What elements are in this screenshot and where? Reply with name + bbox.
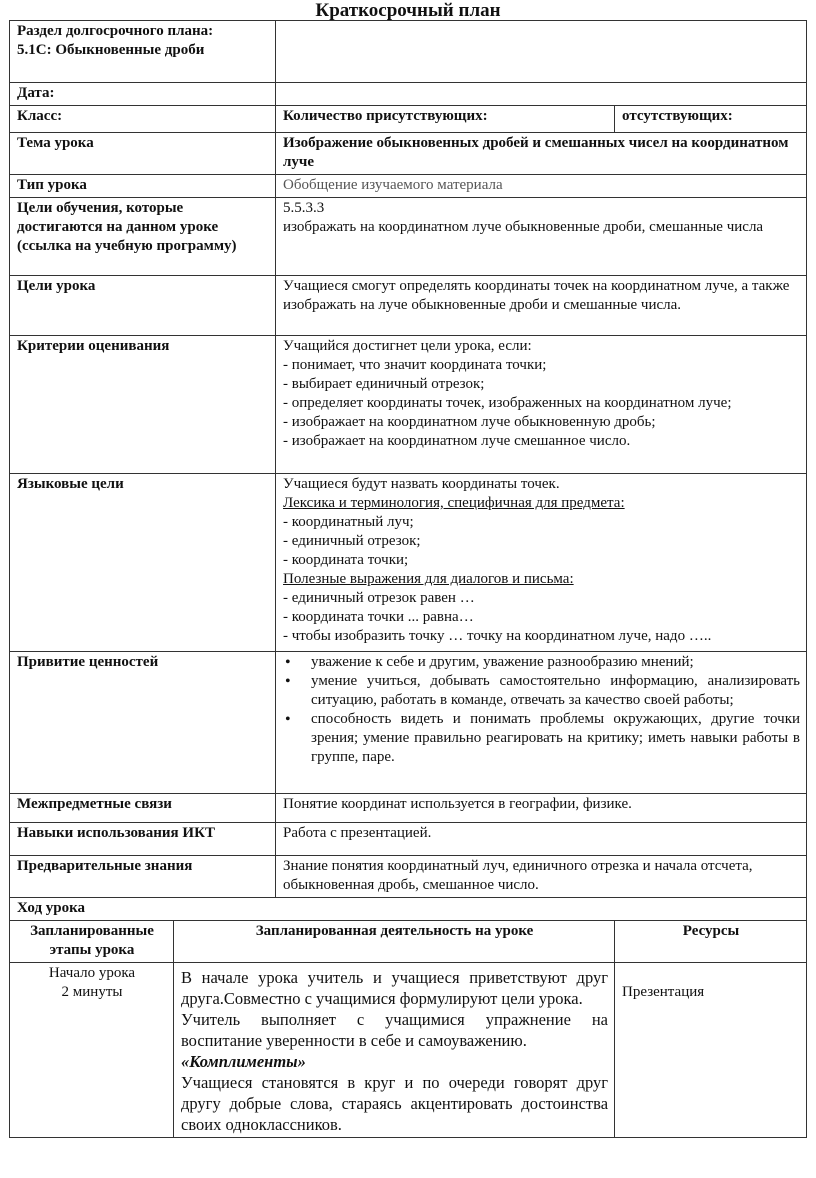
lexicon-item: - координатный луч; (283, 514, 414, 530)
prior-value: Знание понятия координатный луч, единичного отрезка и начала отсчета, обыкновенная дробь, смешанное число. (276, 856, 807, 898)
page-title: Краткосрочный план (315, 0, 501, 21)
values-list (283, 653, 800, 767)
values-label: Привитие ценностей (10, 652, 276, 794)
lesson-goals-label: Цели урока (10, 276, 276, 336)
interdisciplinary-value: Понятие координат используется в географии, физике. (276, 794, 807, 823)
course-heading: Ход урока (10, 898, 807, 921)
stage-cell (10, 963, 174, 1138)
criteria-item: - выбирает единичный отрезок; (283, 376, 485, 392)
type-value: Обобщение изучаемого материала (276, 175, 807, 198)
lexicon-item: - координата точки; (283, 552, 409, 568)
activity-paragraph-2: Учитель выполняет с учащимися упражнение на воспитание уверенности в себе и самоуважению. (181, 1010, 609, 1050)
phrase-item: - единичный отрезок равен … (283, 590, 475, 606)
values-item: • умение учиться, добывать самостоятельно информацию, анализировать ситуацию, работать в команде, отвечать за качество своей работы; (283, 672, 800, 710)
resource-cell (615, 963, 807, 1138)
values-row (10, 652, 807, 794)
language-intro: Учащиеся будут назвать координаты точек. (283, 476, 560, 492)
lesson-plan-table (9, 20, 807, 1138)
language-cell (276, 474, 807, 652)
section-value: 5.1С: Обыкновенные дроби (17, 42, 205, 58)
criteria-item: - изображает на координатном луче обыкновенную дробь; (283, 414, 656, 430)
lexicon-item: - единичный отрезок; (283, 533, 421, 549)
stages-header: Запланированные этапы урока (10, 921, 174, 963)
activity-header: Запланированная деятельность на уроке (174, 921, 615, 963)
course-stage-row (10, 963, 807, 1138)
resources-header: Ресурсы (615, 921, 807, 963)
section-empty-cell (276, 21, 807, 83)
values-cell (276, 652, 807, 794)
course-heading-row (10, 898, 807, 921)
class-label: Класс: (10, 106, 276, 133)
topic-label: Тема урока (10, 133, 276, 175)
criteria-cell (276, 336, 807, 474)
topic-value: Изображение обыкновенных дробей и смешанных чисел на координатном луче (276, 133, 807, 175)
section-row (10, 21, 807, 83)
lesson-goals-row (10, 276, 807, 336)
criteria-item: - определяет координаты точек, изображенных на координатном луче; (283, 395, 732, 411)
values-item: • уважение к себе и другим, уважение разнообразию мнений; (283, 653, 800, 672)
learning-goals-label: Цели обучения, которые достигаются на данном уроке (ссылка на учебную программу) (10, 198, 276, 276)
activity-paragraph-1: В начале урока учитель и учащиеся приветствуют друг друга.Совместно с учащимися формулируют цели урока. (181, 968, 609, 1008)
criteria-item: - понимает, что значит координата точки; (283, 357, 547, 373)
interdisciplinary-row (10, 794, 807, 823)
prior-label: Предварительные знания (10, 856, 276, 898)
topic-row (10, 133, 807, 175)
absent-label: отсутствующих: (615, 106, 807, 133)
lexicon-heading: Лексика и терминология, специфичная для предмета: (283, 495, 625, 511)
learning-goals-cell (276, 198, 807, 276)
lesson-goals-value: Учащиеся смогут определять координаты точек на координатном луче, а также изображать на луче обыкновенные дроби и смешанные числа. (276, 276, 807, 336)
criteria-item: - изображает на координатном луче смешанное число. (283, 433, 631, 449)
stage-name: Начало урока (48, 965, 136, 981)
section-label: Раздел долгосрочного плана: (17, 23, 214, 39)
phrase-item: - чтобы изобразить точку … точку на координатном луче, надо ….. (283, 628, 712, 644)
learning-goals-code: 5.5.3.3 (283, 200, 325, 216)
language-row (10, 474, 807, 652)
values-item: • способность видеть и понимать проблемы окружающих, другие точки зрения; умение правильно реагировать на критику; иметь навыки работы в группе, паре. (283, 710, 800, 767)
language-label: Языковые цели (10, 474, 276, 652)
type-label: Тип урока (10, 175, 276, 198)
activity-paragraph-3: Учащиеся становятся в круг и по очереди говорят друг другу добрые слова, стараясь акцентировать достоинства своих одноклассников. (181, 1073, 609, 1134)
phrases-heading: Полезные выражения для диалогов и письма: (283, 571, 574, 587)
phrase-item: - координата точки ... равна… (283, 609, 474, 625)
prior-row (10, 856, 807, 898)
activity-cell (174, 963, 615, 1138)
section-cell (10, 21, 276, 83)
ict-row (10, 823, 807, 856)
resource-value: Презентация (622, 984, 705, 1000)
ict-value: Работа с презентацией. (276, 823, 807, 856)
criteria-label: Критерии оценивания (10, 336, 276, 474)
course-header-row (10, 921, 807, 963)
criteria-row (10, 336, 807, 474)
interdisciplinary-label: Межпредметные связи (10, 794, 276, 823)
date-value (276, 83, 807, 106)
learning-goals-row (10, 198, 807, 276)
activity-heading: «Комплименты» (181, 1052, 306, 1071)
stage-duration: 2 минуты (61, 984, 123, 1000)
type-row (10, 175, 807, 198)
class-row (10, 106, 807, 133)
date-row (10, 83, 807, 106)
present-label: Количество присутствующих: (276, 106, 615, 133)
learning-goals-value: изображать на координатном луче обыкновенные дроби, смешанные числа (283, 219, 764, 235)
ict-label: Навыки использования ИКТ (10, 823, 276, 856)
criteria-intro: Учащийся достигнет цели урока, если: (283, 338, 532, 354)
date-label: Дата: (10, 83, 276, 106)
